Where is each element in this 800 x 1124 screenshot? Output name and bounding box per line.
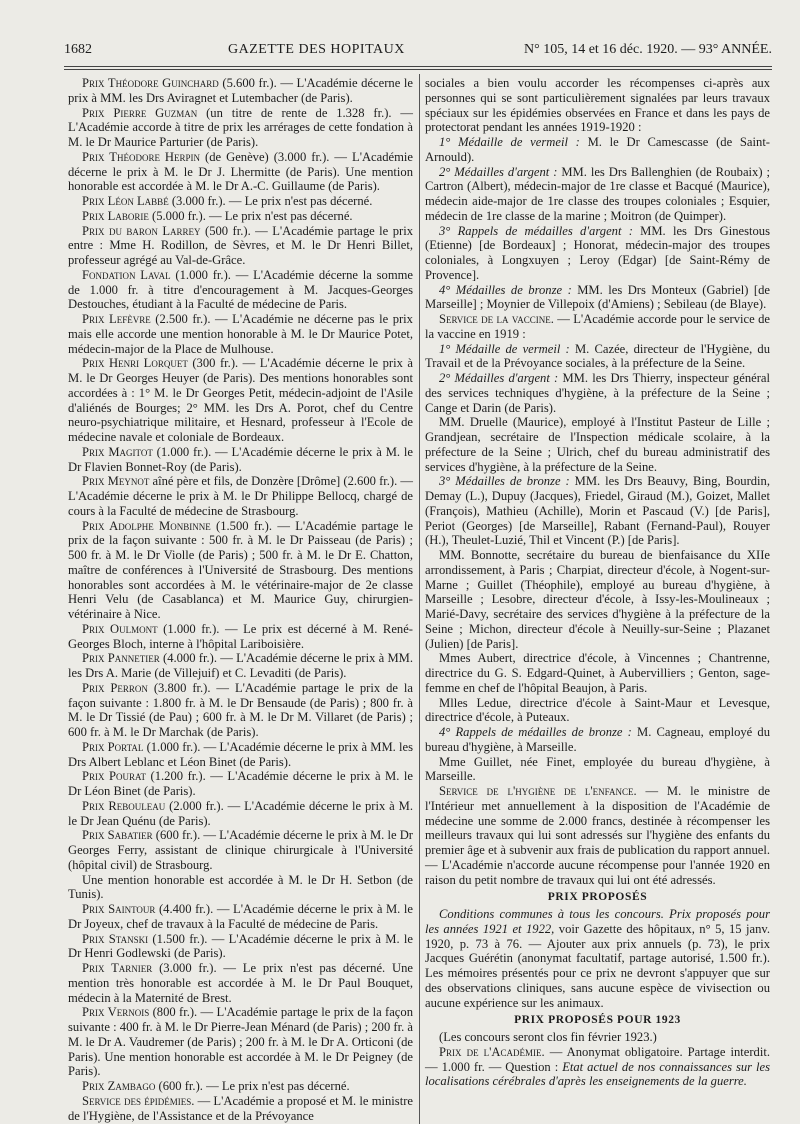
prize-name: Prix Théodore Guinchard xyxy=(82,76,219,90)
paragraph xyxy=(425,755,770,785)
issue-info: N° 105, 14 et 16 déc. 1920. — 93° ANNÉE. xyxy=(523,42,772,57)
paragraph xyxy=(425,165,770,224)
prize-name: Prix Léon Labbé xyxy=(82,194,169,208)
paragraph xyxy=(68,106,413,150)
prize-name: Service des épidémies. xyxy=(82,1093,195,1108)
paragraph xyxy=(425,224,770,283)
prize-name: Prix Pannetier xyxy=(82,651,160,666)
paragraph xyxy=(425,283,770,313)
header-rule xyxy=(64,66,772,67)
paragraph-text: MM. Druelle (Maurice), employé à l'Institut Pasteur de Lille ; Grandjean, secrétaire de l'Inspection médicale scolaire, à la préfecture de la Seine ; Ulrich, chef du bureau administratif des services d'hygiène, à la préfecture de la Seine. xyxy=(425,415,770,474)
prize-name: Prix Lefèvre xyxy=(82,312,151,326)
paragraph xyxy=(425,651,770,695)
paragraph xyxy=(425,76,770,135)
prize-name: Prix Zambago xyxy=(82,1079,156,1093)
paragraph-text: (1.000 fr.). — L'Académie décerne le prix à M. le Dr Flavien Bonnet-Roy (de Paris). xyxy=(68,444,413,474)
paragraph xyxy=(68,932,413,962)
prize-name: Prix Rebouleau xyxy=(82,798,166,813)
prize-name: Prix Henri Lorquet xyxy=(82,356,188,371)
paragraph-text: — L'Académie a proposé et M. le ministre de l'Hygiène, de l'Assistance et de la Prévoyance xyxy=(68,1093,413,1123)
paragraph-text: Une mention honorable est accordée à M. le Dr H. Setbon (de Tunis). xyxy=(68,872,413,902)
paragraph xyxy=(425,135,770,165)
paragraph-text: (1.500 fr.). — L'Académie décerne le prix à M. le Dr Henri Godlewski (de Paris). xyxy=(68,931,413,961)
paragraph-text: (500 fr.). — L'Académie partage le prix entre : Mme H. Rodillon, de Sèvres, et M. le Dr Henri Billet, professeur agrégé au Val-de-Grâce. xyxy=(68,223,414,267)
paragraph xyxy=(68,961,413,1005)
paragraph-text: (de Genève) (3.000 fr.). — L'Académie décerne le prix à M. le Dr J. Lhermitte (de Paris). Une mention honorable est accordée à M. le Dr A.-C. Guillaume (de Paris). xyxy=(68,149,414,194)
left-column xyxy=(68,76,413,1123)
prize-name: Prix Sabatier xyxy=(82,828,153,843)
paragraph xyxy=(68,902,413,932)
paragraph xyxy=(68,519,413,622)
paragraph-text: aîné père et fils, de Donzère [Drôme] (2.600 fr.). — L'Académie décerne le prix à M. le Dr Philippe Bellocq, chargé de cours à la Faculté de médecine de Strasbourg. xyxy=(68,474,414,518)
paragraph xyxy=(425,342,770,372)
paragraph-text: MM. les Drs Monteux (Gabriel) [de Marseille] ; Moynier de Villepoix (d'Amiens) ; Sebileau (de Blaye). xyxy=(425,282,770,312)
paragraph-text: M. Cagneau, employé du bureau d'hygiène, à Marseille. xyxy=(425,725,770,754)
paragraph xyxy=(68,828,413,872)
prize-name: Fondation Laval xyxy=(82,267,171,282)
paragraph-text: Mme Guillet, née Finet, employée du bureau d'hygiène, à Marseille. xyxy=(425,754,770,784)
prize-name: Prix du baron Larrey xyxy=(82,223,201,238)
paragraph-text: (2.000 fr.). — L'Académie décerne le prix à M. le Dr Jean Quénu (de Paris). xyxy=(68,798,413,828)
italic-label: 1° Médaille de vermeil : xyxy=(439,341,570,356)
paragraph-text: (600 fr.). — Le prix n'est pas décerné. xyxy=(155,1079,350,1093)
paragraph-text: (1.000 fr.). — L'Académie décerne la somme de 1.000 fr. à titre d'encouragement à M. Jacques-Georges Destouches, étudiant à la Faculté de médecine de Paris. xyxy=(68,267,414,312)
paragraph-text: M. le Dr Camescasse (de Saint-Arnould). xyxy=(425,135,771,164)
paragraph xyxy=(68,1005,413,1079)
paragraph-text: (1.200 fr.). — L'Académie décerne le prix à M. le Dr Léon Binet (de Paris). xyxy=(68,769,413,798)
paragraph xyxy=(68,474,413,518)
page-header xyxy=(64,42,772,64)
prize-name: Prix Adolphe Monbinne xyxy=(82,518,211,533)
paragraph xyxy=(68,312,413,356)
paragraph xyxy=(68,76,413,106)
paragraph xyxy=(425,907,770,1010)
prize-name: Prix Pourat xyxy=(82,769,147,784)
paragraph xyxy=(68,740,413,770)
prize-name: Prix Meynot xyxy=(82,474,150,489)
paragraph xyxy=(68,651,413,681)
prize-name: Service de la vaccine. xyxy=(439,312,554,326)
paragraph xyxy=(68,1094,413,1124)
paragraph-text: (Les concours seront clos fin février 1923.) xyxy=(439,1030,657,1044)
prize-name: Prix Oulmont xyxy=(82,621,158,636)
paragraph-text: M. Cazée, directeur de l'Hygiène, du Travail et de la Prévoyance sociales, à la préfecture de la Seine. xyxy=(425,341,771,371)
paragraph xyxy=(425,1045,770,1089)
italic-label: 4° Médailles de bronze : xyxy=(439,282,572,297)
paragraph-text: MM. les Drs Beauvy, Bing, Bourdin, Demay (L.), Dupuy (Jacques), Friedel, Giraud (M.), Goizet, Mallet (François), Mathieu (Achille), Morin et Pascaud (V.) [de Paris], Periot (Georges) [de Marseille], Rabant (Fernand-Paul), Rouyer (H.), Theulet-Luzié, Thil et Vincent (P.) [de Paris]. xyxy=(425,474,771,548)
paragraph-text: (600 fr.). — L'Académie décerne le prix à M. le Dr Georges Ferry, assistant de clinique chirurgicale à l'Université (hôpital civil) de Strasbourg. xyxy=(68,828,413,872)
paragraph-text: — L'Académie accorde pour le service de la vaccine en 1919 : xyxy=(425,312,770,341)
paragraph xyxy=(425,415,770,474)
italic-label: 3° Médailles de bronze : xyxy=(439,474,570,489)
italic-label: 4° Rappels de médailles de bronze : xyxy=(439,725,632,739)
section-heading: PRIX PROPOSÉS xyxy=(547,891,648,904)
section-heading: PRIX PROPOSÉS POUR 1923 xyxy=(514,1014,681,1027)
paragraph-text: MM. Bonnotte, secrétaire du bureau de bienfaisance du XIIe arrondissement, à Paris ; Charpiat, directeur d'école, à Nogent-sur-Marne ; Guillet (Théophile), employé au bureau d'hygiène, à Marseille ; Lesobre, directeur d'école, à Issy-les-Moulineaux ; Marié-Davy, secrétaire des services d'hygiène à la préfecture de la Seine ; Michon, directeur d'école à Neuilly-sur-Seine ; Plazanet (Julien) [de Paris]. xyxy=(425,548,770,651)
italic-label: 3° Rappels de médailles d'argent : xyxy=(439,223,633,238)
paragraph-text: (3.000 fr.). — Le prix n'est pas décerné. Une mention très honorable est accordée à M. le Dr Paul Bouquet, médecin à la Maternité de Brest. xyxy=(68,961,413,1005)
italic-question: Etat actuel de nos connaissances sur les localisations cérébrales d'après les enseignements de la guerre. xyxy=(425,1059,771,1089)
paragraph-text: (1.000 fr.). — L'Académie décerne le prix à MM. les Drs Albert Leblanc et Léon Binet (de Paris). xyxy=(68,739,413,769)
paragraph xyxy=(425,474,770,548)
paragraph xyxy=(425,371,770,415)
paragraph-text: (un titre de rente de 1.328 fr.). — L'Académie accorde à titre de prix les arrérages de cette fondation à M. le Dr Maurice Parturier (de Paris). xyxy=(68,105,414,149)
paragraph xyxy=(68,769,413,799)
prize-name: Prix de l'Académie. xyxy=(439,1044,545,1059)
paragraph xyxy=(68,1079,413,1094)
paragraph xyxy=(425,784,770,887)
prize-name: Prix Stanski xyxy=(82,931,149,946)
page-number: 1682 xyxy=(64,42,92,57)
paragraph-text: MM. les Drs Ballenghien (de Roubaix) ; Cartron (Albert), médecin-major de 1re classe et Bacqué (Maurice), médecin aide-major de 1re classe des troupes coloniales ; Esquier, médecin de 1re classe de la marine ; Moitron (de Quimper). xyxy=(425,164,770,223)
paragraph xyxy=(68,622,413,652)
paragraph-text: (300 fr.). — L'Académie décerne le prix à M. le Dr Georges Heuyer (de Paris). Des mentions honorables sont accordées à : 1° M. le Dr Georges Petit, médecin-adjoint de l'Asile d'aliénés de Bourges; 2° MM. les Drs A. Porot, chef du Centre neuro-psychiatrique militaire, et Hesnard, professeur à l'Ecole de médecine navale et coloniale de Bordeaux. xyxy=(68,356,413,444)
paragraph xyxy=(425,725,770,755)
prize-name: Service de l'hygiène de l'enfance. xyxy=(439,784,637,798)
paragraph xyxy=(68,209,413,224)
prize-name: Prix Pierre Guzman xyxy=(82,105,198,120)
paragraph xyxy=(68,194,413,209)
italic-label: 2° Médailles d'argent : xyxy=(439,164,558,179)
prize-name: Prix Magitot xyxy=(82,444,153,459)
paragraph xyxy=(68,873,413,903)
header-rule-double xyxy=(64,69,772,70)
prize-name: Prix Vernois xyxy=(82,1005,150,1020)
paragraph xyxy=(425,696,770,726)
paragraph-text: (2.500 fr.). — L'Académie ne décerne pas le prix mais elle accorde une mention honorable à M. le Dr Maurice Potet, médecin-major de la Place de Mulhouse. xyxy=(68,312,413,356)
paragraph-text: (5.600 fr.). — L'Académie décerne le prix à MM. les Drs Aviragnet et Lutembacher (de Paris). xyxy=(68,76,413,105)
paragraph-text: sociales a bien voulu accorder les récompenses ci-après aux personnes qui se sont particulièrement signalées par leurs travaux spéciaux sur les épidémies observées en France et dans les pays de protectorat pendant les années 1919-1920 : xyxy=(425,76,770,135)
italic-label: 2° Médailles d'argent : xyxy=(439,371,559,385)
prize-name: Prix Théodore Herpin xyxy=(82,149,201,164)
paragraph-text: — Anonymat obligatoire. Partage interdit. — 1.000 fr. — Question : xyxy=(425,1044,771,1074)
paragraph xyxy=(425,312,770,342)
paragraph xyxy=(425,548,770,651)
paragraph-text: (4.000 fr.). — L'Académie décerne le prix à MM. les Drs A. Marie (de Villejuif) et C. Levaditi (de Paris). xyxy=(68,651,413,680)
prize-name: Prix Saintour xyxy=(82,902,156,916)
paragraph xyxy=(68,681,413,740)
paragraph xyxy=(68,799,413,829)
prize-name: Prix Tarnier xyxy=(82,961,153,975)
prize-name: Prix Perron xyxy=(82,680,148,695)
italic-label: 1° Médaille de vermeil : xyxy=(439,135,580,149)
paragraph xyxy=(68,268,413,312)
right-column xyxy=(425,76,770,1089)
paragraph xyxy=(68,356,413,445)
paragraph-text: (1.500 fr.). — L'Académie partage le prix de la façon suivante : 500 fr. à M. le Dr Paisseau (de Paris) ; 500 fr. à M. le Dr Violle (de Paris) ; 500 fr. à M. le Dr E. Chatton, maître de conférences à l'Université de Strasbourg. Des mentions honorables sont accordées à M. le vétérinaire-major de 2e classe Henri Velu (de Casablanca) et M. Maurice Guy, chirurgien-vétérinaire à Nice. xyxy=(68,518,413,621)
paragraph-text: (5.000 fr.). — Le prix n'est pas décerné. xyxy=(148,208,353,223)
paragraph-text: (3.800 fr.). — L'Académie partage le prix de la façon suivante : 1.800 fr. à M. le Dr Bensaude (de Paris) ; 800 fr. à M. le Dr Tissié (de Pau) ; 600 fr. à M. le Dr M. Villaret (de Paris) ; 600 fr. à M. le Dr Marchak (de Paris). xyxy=(68,680,413,739)
paragraph-text: MM. les Drs Ginestous (Etienne) [de Bordeaux] ; Honorat, médecin-major des troupes coloniales, à Longxuyen ; Leroy (Edgar) [de Saint-Rémy de Provence]. xyxy=(425,223,770,282)
paragraph-text: MM. les Drs Thierry, inspecteur général des services techniques d'hygiène, à la préfecture de la Seine ; Cange et Darin (de Paris). xyxy=(425,371,770,415)
prize-name: Prix Laborie xyxy=(82,208,149,223)
column-divider xyxy=(419,74,420,1124)
paragraph xyxy=(68,150,413,194)
paragraph-text: (800 fr.). — L'Académie partage le prix de la façon suivante : 400 fr. à M. le Dr Pierre-Jean Ménard (de Paris) ; 200 fr. à M. le Dr A. Vaudremer (de Paris) ; 200 fr. à M. le Dr A. Orticoni (de Paris). Une mention honorable est accordée à M. le Dr Peigney (de Paris). xyxy=(68,1005,413,1079)
paragraph xyxy=(68,224,413,268)
paragraph-text: voir Gazette des hôpitaux, n° 5, 15 janv. 1920, p. 73 à 76. — Ajouter aux prix annuels (p. 73), le prix Jacques Guérétin (anonymat facultatif, partage autorisé, 1.500 fr.). Les mémoires présentés pour ce prix ne devront s'appuyer que sur des observations cliniques, sans aucune espèce de vivisection ou aucune expérience sur les animaux. xyxy=(425,921,770,1010)
paragraph xyxy=(68,445,413,475)
paragraph-text: — M. le ministre de l'Intérieur met annuellement à la disposition de l'Académie de médecine une somme de 2.000 francs, destinée à récompenser les meilleurs travaux qui lui sont adressés sur l'hygiène des enfants du premier âge et à subvenir aux frais de publication du rapport annuel. — L'Académie n'accorde aucune récompense pour l'année 1920 en raison du petit nombre de travaux qui lui ont été adressés. xyxy=(425,784,770,887)
paragraph-text: (4.400 fr.). — L'Académie décerne le prix à M. le Dr Joyeux, chef de travaux à la Faculté de médecine de Paris. xyxy=(68,902,413,931)
journal-title: GAZETTE DES HOPITAUX xyxy=(228,42,405,57)
paragraph-text: (1.000 fr.). — Le prix est décerné à M. René-Georges Bloch, interne à l'hôpital Lariboisière. xyxy=(68,621,413,651)
paragraph xyxy=(425,1030,770,1045)
prize-name: Prix Portal xyxy=(82,739,144,754)
paragraph-text: Mlles Ledue, directrice d'école à Saint-Maur et Levesque, directrice d'école, à Puteaux. xyxy=(425,695,770,725)
italic-label: Conditions communes à tous les concours. Prix proposés pour les années 1921 et 1922, xyxy=(425,907,770,936)
paragraph-text: Mmes Aubert, directrice d'école, à Vincennes ; Chantrenne, directrice du G. S. Edgard-Quinet, à Aubervilliers ; Genton, sage-femme en chef de l'hôpital Beaujon, à Paris. xyxy=(425,651,770,695)
paragraph-text: (3.000 fr.). — Le prix n'est pas décerné. xyxy=(168,194,373,208)
